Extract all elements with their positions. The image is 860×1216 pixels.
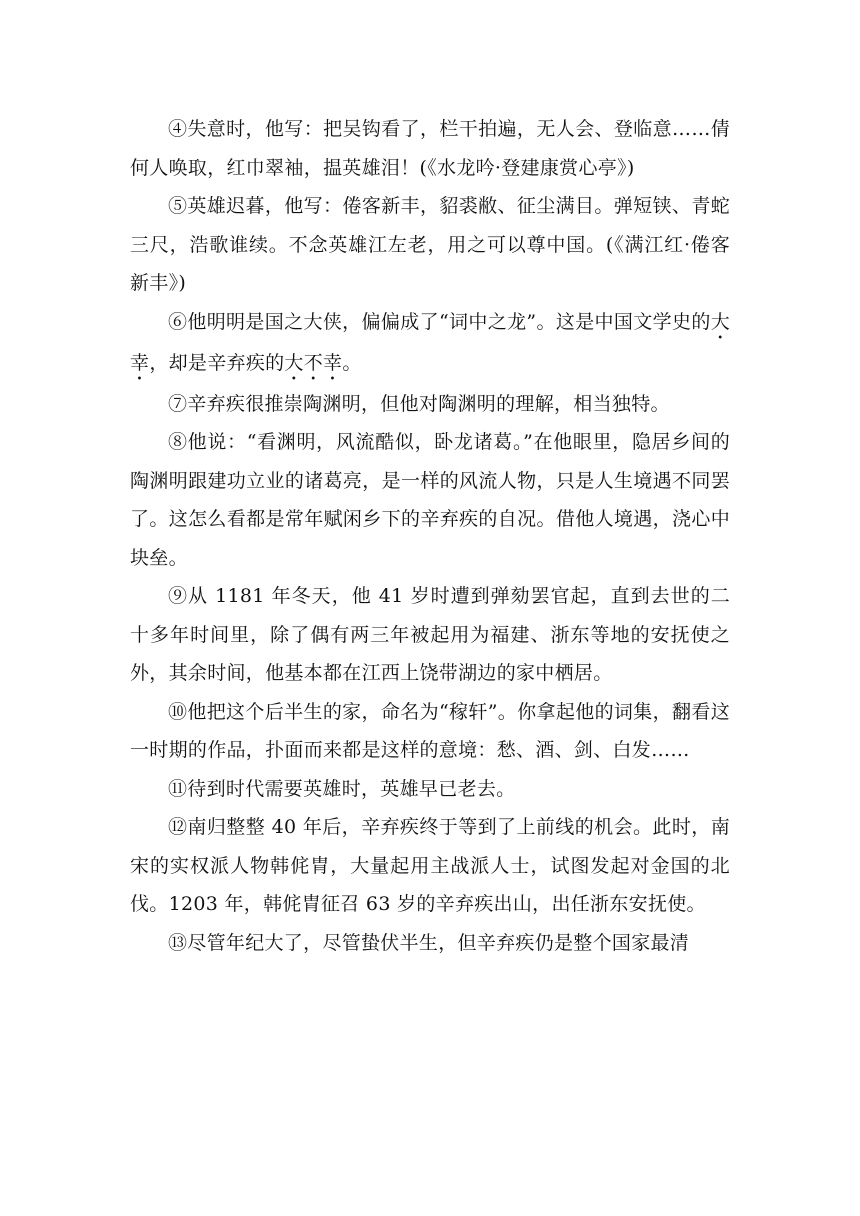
paragraph-6-part2: ，却是辛弃疾的 xyxy=(149,351,285,374)
paragraph-13: ⑬尽管年纪大了，尽管蛰伏半生，但辛弃疾仍是整个国家最清 xyxy=(168,931,690,954)
paragraph-8: ⑧他说：“看渊明，风流酷似，卧龙诸葛。”在他眼里，隐居乡间的陶渊明跟建功立业的诸葛亮，是一样的风流人物，只是人生境遇不同罢了。这怎么看都是常年赋闲乡下的辛弃疾的自况。借他人境遇，浇心中块垒。 xyxy=(130,431,730,569)
body-text xyxy=(130,110,730,962)
paragraph-12: ⑫南归整整 40 年后，辛弃疾终于等到了上前线的机会。此时，南宋的实权派人物韩侂胄，大量起用主战派人士，试图发起对金国的北伐。1203 年，韩侂胄征召 63 岁的辛弃疾出山，出任浙东安抚使。 xyxy=(130,816,730,915)
paragraph-9: ⑨从 1181 年冬天，他 41 岁时遭到弹劾罢官起，直到去世的二十多年时间里，除了偶有两三年被起用为福建、浙东等地的安抚使之外，其余时间，他基本都在江西上饶带湖边的家中栖居。 xyxy=(130,585,730,684)
paragraph-6-part3: 。 xyxy=(342,351,362,374)
emphasis-da-bu-xing: 大不幸 xyxy=(284,351,343,374)
paragraph-5: ⑤英雄迟暮，他写：倦客新丰，貂裘敝、征尘满目。弹短铗、青蛇三尺，浩歌谁续。不念英雄江左老，用之可以尊中国。(《满江红·倦客新丰》) xyxy=(130,195,730,294)
paragraph-6 xyxy=(130,303,730,385)
paragraph-10: ⑩他把这个后半生的家，命名为“稼轩”。你拿起他的词集，翻看这一时期的作品，扑面而来都是这样的意境：愁、酒、剑、白发…… xyxy=(130,700,730,761)
paragraph-6-part1: ⑥他明明是国之大侠，偏偏成了“词中之龙”。这是中国文学史的 xyxy=(168,310,711,333)
paragraph-7: ⑦辛弃疾很推崇陶渊明，但他对陶渊明的理解，相当独特。 xyxy=(168,392,670,415)
paragraph-11: ⑪待到时代需要英雄时，英雄早已老去。 xyxy=(168,777,516,800)
emphasis-da-xing: 大幸 xyxy=(130,310,730,374)
paragraph-4: ④失意时，他写：把吴钩看了，栏干拍遍，无人会、登临意……倩何人唤取，红巾翠袖，揾英雄泪！(《水龙吟·登建康赏心亭》) xyxy=(130,118,730,179)
